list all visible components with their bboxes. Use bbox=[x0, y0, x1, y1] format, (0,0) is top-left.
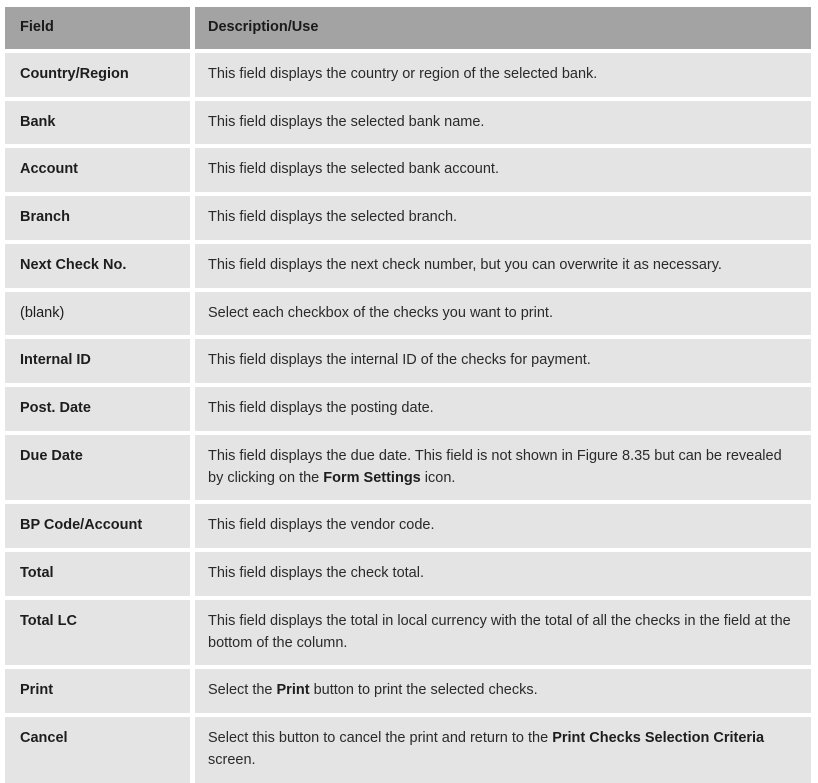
field-description-cell bbox=[195, 292, 811, 336]
field-name-cell: Cancel bbox=[5, 717, 190, 783]
field-description-cell bbox=[195, 552, 811, 596]
table-row bbox=[5, 292, 811, 336]
field-description-cell bbox=[195, 101, 811, 145]
field-description-cell bbox=[195, 339, 811, 383]
field-name-cell: (blank) bbox=[5, 292, 190, 336]
description-text: This field displays the next check number, but you can overwrite it as necessary. bbox=[208, 256, 722, 273]
field-name-cell: Next Check No. bbox=[5, 244, 190, 288]
field-name-cell: Account bbox=[5, 148, 190, 192]
field-name-cell: Print bbox=[5, 669, 190, 713]
table-row bbox=[5, 101, 811, 145]
field-name-cell: BP Code/Account bbox=[5, 504, 190, 548]
table-row bbox=[5, 148, 811, 192]
table-row bbox=[5, 552, 811, 596]
description-text: icon. bbox=[420, 469, 456, 486]
field-description-cell bbox=[195, 717, 811, 783]
table-row bbox=[5, 244, 811, 288]
emphasized-term: Print bbox=[276, 682, 310, 699]
field-name-cell: Post. Date bbox=[5, 387, 190, 431]
table-header-row bbox=[5, 7, 811, 49]
table-row bbox=[5, 339, 811, 383]
table-row bbox=[5, 196, 811, 240]
field-name-cell: Country/Region bbox=[5, 53, 190, 97]
description-text: This field displays the vendor code. bbox=[208, 517, 435, 534]
description-text: Select each checkbox of the checks you want to print. bbox=[208, 304, 553, 321]
field-name-cell: Bank bbox=[5, 101, 190, 145]
table-row bbox=[5, 717, 811, 783]
table-row bbox=[5, 669, 811, 713]
column-header-description: Description/Use bbox=[195, 7, 811, 49]
field-name-cell: Internal ID bbox=[5, 339, 190, 383]
field-name-cell: Branch bbox=[5, 196, 190, 240]
emphasized-term: Form Settings bbox=[323, 469, 421, 486]
field-description-cell bbox=[195, 504, 811, 548]
field-name-cell: Due Date bbox=[5, 435, 190, 501]
emphasized-term: Print Checks Selection Criteria bbox=[552, 730, 765, 746]
field-description-cell bbox=[195, 435, 811, 501]
table-row bbox=[5, 53, 811, 97]
field-name-cell: Total LC bbox=[5, 600, 190, 666]
field-description-cell bbox=[195, 53, 811, 97]
field-description-cell bbox=[195, 669, 811, 713]
field-description-table bbox=[5, 7, 811, 783]
description-text: This field displays the selected branch. bbox=[208, 209, 458, 225]
description-text: This field displays the posting date. bbox=[208, 400, 434, 416]
field-description-cell bbox=[195, 600, 811, 666]
description-text: This field displays the due date. This field is not shown in Figure 8.35 but can be revealed by clicking on the bbox=[208, 447, 782, 486]
description-text: screen. bbox=[208, 751, 256, 768]
description-text: button to print the selected checks. bbox=[309, 682, 538, 699]
description-text: This field displays the selected bank account. bbox=[208, 161, 499, 178]
description-text: Select this button to cancel the print and return to the bbox=[208, 730, 553, 746]
description-text: This field displays the check total. bbox=[208, 565, 424, 581]
description-text: This field displays the selected bank name. bbox=[208, 113, 485, 130]
table-row bbox=[5, 504, 811, 548]
table-row bbox=[5, 435, 811, 501]
description-text: Select the bbox=[208, 682, 277, 699]
table-body bbox=[5, 53, 811, 783]
field-description-cell bbox=[195, 387, 811, 431]
field-description-cell bbox=[195, 244, 811, 288]
description-text: This field displays the total in local currency with the total of all the checks in the field at the bottom of the column. bbox=[208, 612, 791, 651]
table-row bbox=[5, 387, 811, 431]
field-name-cell: Total bbox=[5, 552, 190, 596]
description-text: This field displays the internal ID of the checks for payment. bbox=[208, 352, 591, 369]
description-text: This field displays the country or region of the selected bank. bbox=[208, 65, 598, 82]
field-description-cell bbox=[195, 148, 811, 192]
table-row bbox=[5, 600, 811, 666]
field-description-cell bbox=[195, 196, 811, 240]
column-header-field: Field bbox=[5, 7, 190, 49]
